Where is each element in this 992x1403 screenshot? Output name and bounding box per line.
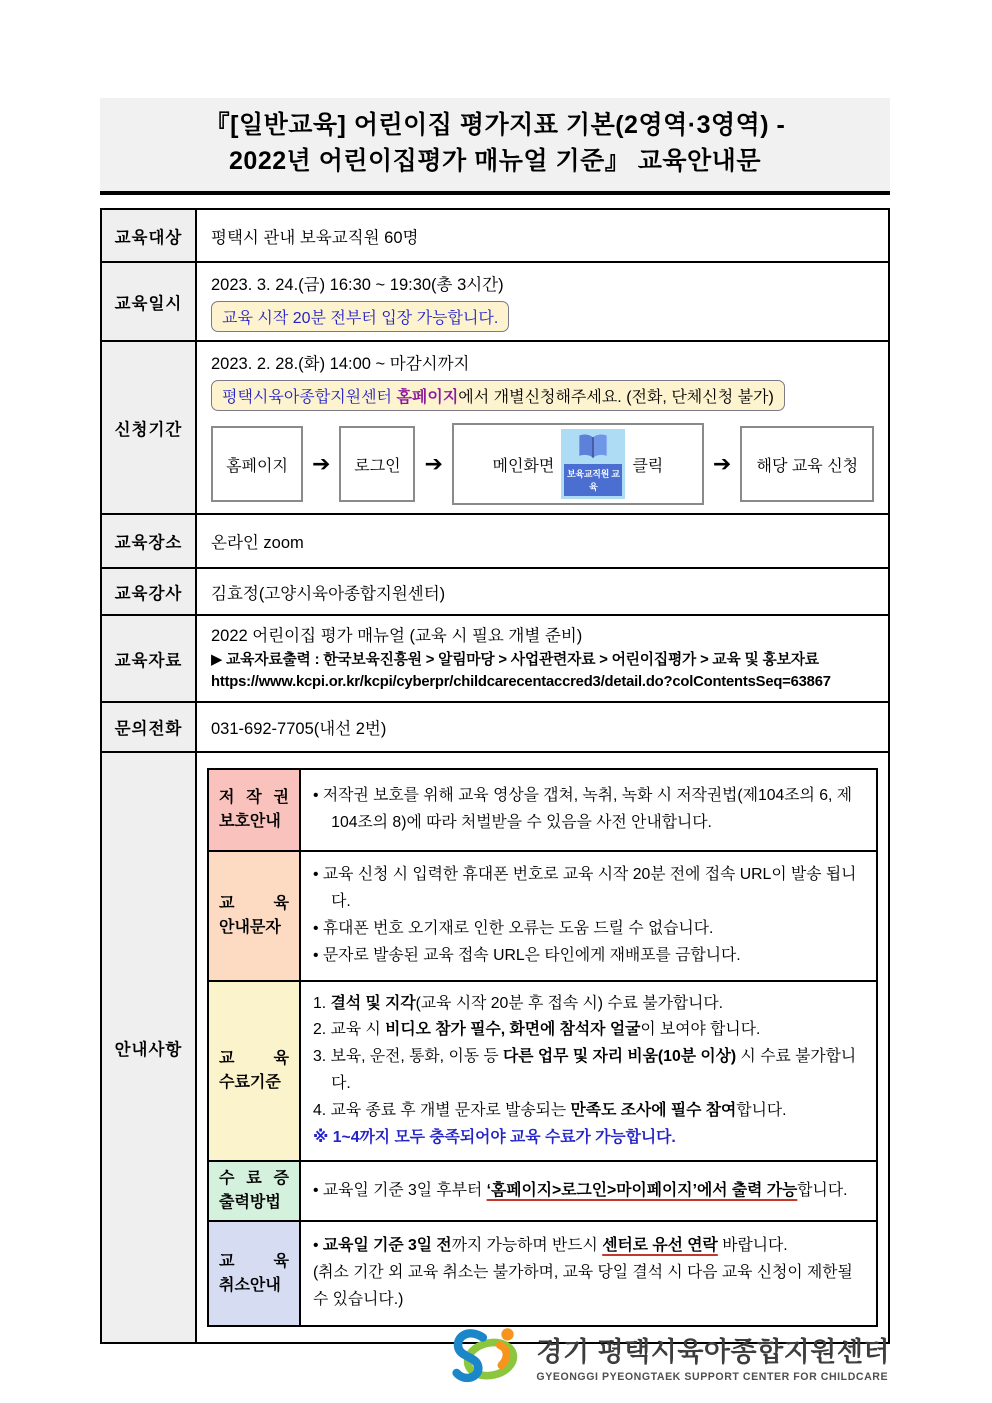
row-label-place: 교육장소 [102,515,197,567]
flow-mainscreen-label: 메인화면 [492,457,555,475]
title-line-1: 『[일반교육] 어린이집 평가지표 기본(2영역·3영역) - [204,111,786,139]
arrow-right-icon: ➔ [312,451,331,476]
guidance-table [207,768,878,1327]
target-value: 평택시 관내 보육교직원 60명 [211,228,419,247]
flow-step-mainscreen [452,423,704,505]
flow-step-login: 로그인 [339,426,415,502]
guide-label-copyright: 저 작 권 보호안내 [209,770,301,850]
teacher-value: 김효정(고양시육아종합지원센터) [211,584,446,603]
apply-note-center: 평택시육아종합지원센터 [222,389,397,406]
row-label-apply: 신청기간 [102,342,197,513]
guide-row-cancel [209,1220,876,1325]
row-inquiry-phone [102,701,888,751]
entry-time-note: 교육 시작 20분 전부터 입장 가능합니다. [211,301,509,332]
completion-item-1: 1. 결석 및 지각(교육 시작 20분 후 접속 시) 수료 불가합니다. [313,994,724,1012]
row-label-datetime: 교육일시 [102,263,197,340]
apply-note-rest: 에서 개별신청해주세요. (전화, 단체신청 불가) [458,389,774,406]
completion-note: ※ 1~4까지 모두 충족되어야 교육 수료가 가능합니다. [313,1128,676,1146]
row-label-teacher: 교육강사 [102,569,197,614]
info-table [100,208,890,1344]
row-education-teacher [102,567,888,614]
guide-row-completion [209,980,876,1160]
apply-period-value: 2023. 2. 28.(화) 14:00 ~ 마감시까지 [211,355,470,373]
row-label-material: 교육자료 [102,616,197,701]
row-label-target: 교육대상 [102,210,197,261]
sms-bullet-2: • 휴대폰 번호 오기재로 인한 오류는 도움 드릴 수 없습니다. [313,920,714,938]
flow-step-apply: 해당 교육 신청 [740,426,874,502]
flow-step-homepage: 홈페이지 [211,426,303,502]
sms-bullet-1: • 교육 신청 시 입력한 휴대폰 번호로 교육 시작 20분 전에 접속 URL이 발송 됩니다. [313,866,857,911]
apply-flow-diagram [211,423,874,505]
arrow-right-icon: ➔ [424,451,443,476]
row-apply-period [102,340,888,513]
material-title: 2022 어린이집 평가 매뉴얼 (교육 시 필요 개별 준비) [211,627,583,645]
guide-row-copyright [209,770,876,850]
guide-row-sms [209,850,876,980]
document-page [100,98,890,1344]
banner-caption: 보육교직원 교육 [564,464,622,496]
title-line-2: 2022년 어린이집평가 매뉴얼 기준』 교육안내문 [229,146,761,175]
organization-footer [452,1325,890,1387]
phone-value: 031-692-7705(내선 2번) [211,720,387,739]
guide-label-cancel: 교 육 취소안내 [209,1222,301,1325]
open-book-icon [574,433,612,462]
apply-method-note [211,380,785,411]
place-value: 온라인 zoom [211,534,304,552]
sms-bullet-3: • 문자로 발송된 교육 접속 URL은 타인에게 재배포를 금합니다. [313,946,741,964]
center-logo-icon [452,1325,526,1387]
completion-item-4: 4. 교육 종료 후 개별 문자로 발송되는 만족도 조사에 필수 참여합니다. [313,1101,787,1119]
guide-row-certificate [209,1160,876,1220]
arrow-right-icon: ➔ [712,451,732,476]
completion-item-2: 2. 교육 시 비디오 참가 필수, 화면에 참석자 얼굴이 보여야 합니다. [313,1021,761,1039]
document-title [100,98,890,195]
datetime-value: 2023. 3. 24.(금) 16:30 ~ 19:30(총 3시간) [211,276,504,294]
guide-label-certificate: 수 료 증 출력방법 [209,1162,301,1220]
material-print-path: ▶ 교육자료출력 : 한국보육진흥원 > 알림마당 > 사업관련자료 > 어린이집평가 > 교육 및 홍보자료 [211,651,819,668]
apply-note-homepage: 홈페이지 [396,389,459,406]
row-education-place [102,513,888,567]
row-guidance [102,751,888,1342]
flow-click-label: 클릭 [632,457,664,475]
certificate-text: • 교육일 기준 3일 후부터 ‘홈페이지>로그인>마이페이지’에서 출력 가능합니다. [313,1181,848,1199]
row-label-guidance: 안내사항 [102,753,197,1342]
organization-name-english: GYEONGGI PYEONGTAEK SUPPORT CENTER FOR CHILDCARE [536,1370,889,1383]
row-education-material [102,614,888,701]
material-url-link[interactable]: https://www.kcpi.or.kr/kcpi/cyberpr/childcarecentaccred3/detail.do?colContentsSeq=63867 [211,673,831,690]
row-education-target [102,210,888,261]
guide-label-sms: 교 육 안내문자 [209,852,301,980]
cancel-text-paren: (취소 기간 외 교육 취소는 불가하며, 교육 당일 결석 시 다음 교육 신청이 제한될 수 있습니다.) [313,1264,853,1309]
completion-item-3: 3. 보육, 운전, 통화, 이동 등 다른 업무 및 자리 비움(10분 이상) 시 수료 불가합니다. [313,1048,857,1093]
cancel-text-main: • 교육일 기준 3일 전까지 가능하며 반드시 센터로 유선 연락 바랍니다. [313,1237,788,1255]
organization-name-korean: 경기 평택시육아종합지원센터 [536,1336,890,1367]
childcare-education-banner-icon [561,429,625,499]
row-label-phone: 문의전화 [102,703,197,751]
guide-label-completion: 교 육 수료기준 [209,982,301,1160]
row-education-datetime [102,261,888,340]
copyright-text: • 저작권 보호를 위해 교육 영상을 갭쳐, 녹취, 녹화 시 저작권법(제104조의 6, 제104조의 8)에 따라 처벌받을 수 있음을 사전 안내합니다. [313,787,853,832]
